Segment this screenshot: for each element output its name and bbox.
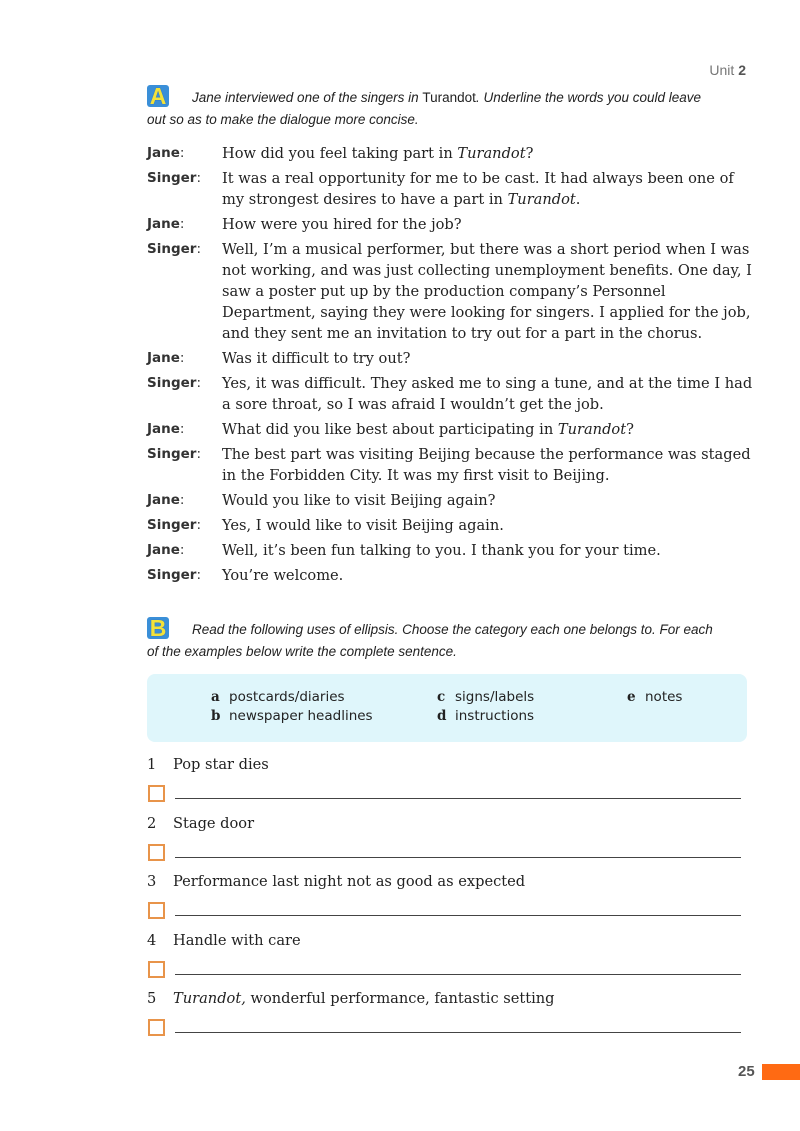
- speech-part: Yes, it was difficult. They asked me to sing a tune, and at the time I had a sore throat, so I was afraid I wouldn’t get the job.: [222, 375, 753, 413]
- category-label: postcards/diaries: [229, 689, 345, 705]
- speech-part: How did you feel taking part in: [222, 145, 458, 162]
- dialogue-turn: [147, 239, 757, 344]
- speaker-label: Singer: [147, 517, 197, 533]
- item-text: Stage door: [173, 814, 255, 832]
- item-number: 2: [147, 814, 157, 832]
- category-letter: b: [211, 708, 221, 724]
- item-text: Pop star dies: [173, 756, 269, 773]
- speaker-name: Jane:: [147, 492, 185, 508]
- item-number: 4: [147, 931, 157, 949]
- exercise-item: [147, 932, 301, 949]
- section-a-instruction: [147, 87, 767, 131]
- section-b-badge: B: [147, 617, 169, 639]
- exercise-item: [147, 756, 269, 773]
- item-text: Performance last night not as good as expected: [173, 873, 526, 890]
- speech-part: What did you like best about participating in: [222, 421, 558, 438]
- category-checkbox[interactable]: [148, 785, 165, 802]
- speech-text: [222, 348, 757, 369]
- speaker-name: Singer:: [147, 375, 202, 391]
- category-b: [211, 708, 373, 724]
- dialogue-turn: [147, 168, 757, 210]
- speaker-label: Singer: [147, 375, 197, 391]
- category-e: [627, 689, 682, 705]
- category-checkbox[interactable]: [148, 961, 165, 978]
- speaker-label: Singer: [147, 241, 197, 257]
- speech-part: It was a real opportunity for me to be cast. It had always been one of my strongest desires to have a part in: [222, 170, 734, 208]
- speech-part: The best part was visiting Beijing because the performance was staged in the Forbidden City. It was my first visit to Beijing.: [222, 446, 751, 484]
- category-letter: c: [437, 689, 446, 705]
- speech-text: [222, 490, 757, 511]
- instr-text: Read the following uses of ellipsis. Choose the category each one belongs to. For each: [192, 622, 713, 637]
- instr-text: . Underline the words you could leave: [475, 90, 702, 105]
- dialogue-turn: [147, 540, 757, 561]
- dialogue-turn: [147, 444, 757, 486]
- speaker-name: Jane:: [147, 350, 185, 366]
- section-b-instruction: [147, 619, 767, 663]
- dialogue: [147, 143, 757, 590]
- speech-part: Well, it’s been fun talking to you. I thank you for your time.: [222, 542, 661, 559]
- speech-text: [222, 373, 757, 415]
- dialogue-turn: [147, 565, 757, 586]
- unit-label: [709, 62, 746, 78]
- item-text: Handle with care: [173, 931, 301, 949]
- category-label: newspaper headlines: [229, 708, 373, 724]
- speech-part: How were you hired for the job?: [222, 216, 462, 233]
- speaker-name: Jane:: [147, 421, 185, 437]
- answer-line[interactable]: [175, 1032, 741, 1033]
- category-a: [211, 689, 345, 705]
- category-label: signs/labels: [455, 689, 535, 705]
- instr-text: Jane interviewed one of the singers in: [192, 90, 423, 105]
- instr-title: Turandot: [422, 90, 476, 105]
- item-number: 5: [147, 990, 157, 1007]
- dialogue-turn: [147, 515, 757, 536]
- speaker-name: Jane:: [147, 145, 185, 161]
- speech-part: .: [575, 191, 581, 208]
- category-letter: d: [437, 708, 447, 724]
- exercise-item: [147, 815, 254, 832]
- speaker-name: Jane:: [147, 216, 185, 232]
- speech-text: [222, 565, 757, 586]
- instr-text: of the examples below write the complete sentence.: [147, 644, 457, 659]
- dialogue-turn: [147, 348, 757, 369]
- unit-number: 2: [738, 62, 746, 78]
- page-number: 25: [738, 1063, 755, 1080]
- speaker-name: Singer:: [147, 446, 202, 462]
- item-number: 1: [147, 756, 157, 773]
- dialogue-turn: [147, 490, 757, 511]
- speaker-name: Jane:: [147, 542, 185, 558]
- speech-text: [222, 444, 757, 486]
- speaker-name: Singer:: [147, 170, 202, 186]
- speech-title: Turandot: [557, 421, 627, 438]
- speaker-label: Jane: [147, 350, 180, 366]
- speaker-label: Jane: [147, 421, 180, 437]
- speech-text: [222, 214, 757, 235]
- speaker-name: Singer:: [147, 567, 202, 583]
- speech-text: [222, 168, 757, 210]
- category-letter: e: [627, 689, 636, 705]
- category-letter: a: [211, 689, 220, 705]
- speaker-label: Jane: [147, 145, 180, 161]
- speaker-name: Singer:: [147, 241, 202, 257]
- speech-part: ?: [626, 421, 634, 438]
- category-checkbox[interactable]: [148, 844, 165, 861]
- speech-text: [222, 419, 757, 440]
- speaker-label: Jane: [147, 216, 180, 232]
- speaker-label: Singer: [147, 446, 197, 462]
- speech-part: Was it difficult to try out?: [222, 350, 411, 367]
- speech-part: You’re welcome.: [222, 567, 344, 584]
- category-d: [437, 708, 534, 724]
- dialogue-turn: [147, 373, 757, 415]
- categories-box: [147, 674, 747, 742]
- item-text: wonderful performance, fantastic setting: [245, 990, 555, 1007]
- speaker-label: Singer: [147, 170, 197, 186]
- speech-title: Turandot: [507, 191, 576, 208]
- speech-part: Would you like to visit Beijing again?: [222, 492, 496, 509]
- speech-part: Yes, I would like to visit Beijing again.: [222, 517, 504, 534]
- instr-text: out so as to make the dialogue more concise.: [147, 112, 419, 127]
- dialogue-turn: [147, 143, 757, 164]
- category-label: notes: [645, 689, 683, 705]
- speaker-label: Jane: [147, 542, 180, 558]
- speech-text: [222, 143, 757, 164]
- answer-line[interactable]: [175, 974, 741, 975]
- dialogue-turn: [147, 214, 757, 235]
- speech-text: [222, 239, 757, 344]
- speaker-label: Jane: [147, 492, 180, 508]
- speaker-name: Singer:: [147, 517, 202, 533]
- item-number: 3: [147, 873, 157, 890]
- category-c: [437, 689, 534, 705]
- speaker-label: Singer: [147, 567, 197, 583]
- dialogue-turn: [147, 419, 757, 440]
- speech-text: [222, 540, 757, 561]
- category-checkbox[interactable]: [148, 1019, 165, 1036]
- answer-line[interactable]: [175, 798, 741, 799]
- speech-part: Well, I’m a musical performer, but there was a short period when I was not working, and was just collecting unemployment benefits. One day, I saw a poster put up by the production company’s Personnel Department, saying they were looking for singers. I applied for the job, and they sent me an invitation to try out for a part in the chorus.: [222, 241, 752, 342]
- section-a-badge: A: [147, 85, 169, 107]
- page-accent-bar: [762, 1064, 800, 1080]
- speech-text: [222, 515, 757, 536]
- exercise-item: [147, 990, 555, 1007]
- category-checkbox[interactable]: [148, 902, 165, 919]
- speech-title: Turandot: [457, 145, 526, 162]
- answer-line[interactable]: [175, 915, 741, 916]
- unit-text: Unit: [709, 62, 735, 78]
- exercise-item: [147, 873, 525, 890]
- answer-line[interactable]: [175, 857, 741, 858]
- item-title: Turandot,: [173, 990, 246, 1007]
- speech-part: ?: [525, 145, 534, 162]
- category-label: instructions: [455, 708, 535, 724]
